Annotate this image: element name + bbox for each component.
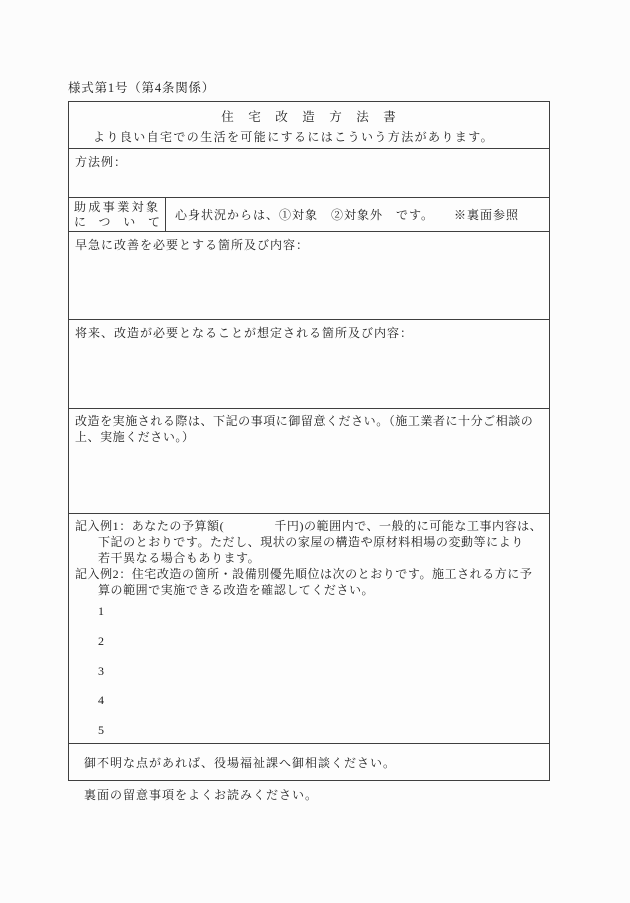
priority-item-1: 1	[98, 604, 104, 618]
priority-item-5: 5	[98, 723, 104, 738]
entry-example-1	[75, 518, 543, 566]
reverse-side-note: 裏面の留意事項をよくお読みください。	[84, 788, 319, 802]
future-improvements-row	[69, 320, 549, 409]
priority-list	[75, 603, 543, 752]
subsidy-header-line1: 助成事業対象	[74, 200, 161, 214]
future-improvements-label: 将来、改造が必要となることが想定される箇所及び内容：	[75, 326, 414, 340]
document-title: 住 宅 改 造 方 法 書	[221, 110, 397, 124]
urgent-improvements-label: 早急に改善を必要とする箇所及び内容：	[75, 238, 310, 252]
method-form-table	[68, 101, 550, 781]
construction-notice-line1: 改造を実施される際は、下記の事項に御留意ください。（施工業者に十分ご相談の	[75, 414, 534, 428]
form-number-label: 様式第1号（第4条関係）	[68, 81, 216, 95]
construction-notice-line2: 上、実施ください。）	[75, 430, 195, 444]
entry-example-1-line3: 若干異なる場合もあります。	[98, 551, 261, 565]
urgent-improvements-row	[69, 232, 549, 320]
method-example-row	[69, 149, 549, 198]
subsidy-header-line2: について	[74, 215, 160, 229]
document-subtitle: より良い自宅での生活を可能にするにはこういう方法があります。	[93, 130, 495, 144]
entry-example-2-line2: 算の範囲で実施できる改造を確認してください。	[98, 583, 375, 597]
title-row	[69, 102, 549, 149]
contact-note: 御不明な点があれば、役場福祉課へ御相談ください。	[84, 755, 397, 770]
entry-example-2-line1: 記入例2：住宅改造の箇所・設備別優先順位は次のとおりです。施工される方に予	[75, 567, 533, 581]
priority-item-3: 3	[98, 663, 104, 678]
entry-example-1-line2: 下記のとおりです。ただし、現状の家屋の構造や原材料相場の変動等により	[98, 535, 524, 549]
subsidy-header-cell	[69, 198, 166, 231]
subsidy-row	[69, 198, 549, 232]
contact-row	[69, 744, 549, 780]
priority-item-2: 2	[98, 633, 104, 648]
construction-notice-row	[69, 409, 549, 514]
entry-example-1-line1: 記入例1：あなたの予算額( 千円)の範囲内で、一般的に可能な工事内容は、	[75, 519, 543, 533]
method-example-label: 方法例：	[75, 155, 128, 169]
entry-examples-row	[69, 514, 549, 744]
priority-item-4: 4	[98, 693, 104, 708]
subsidy-status-cell: 心身状況からは、①対象 ②対象外 です。 ※裏面参照	[175, 208, 520, 222]
entry-example-2	[75, 566, 543, 598]
